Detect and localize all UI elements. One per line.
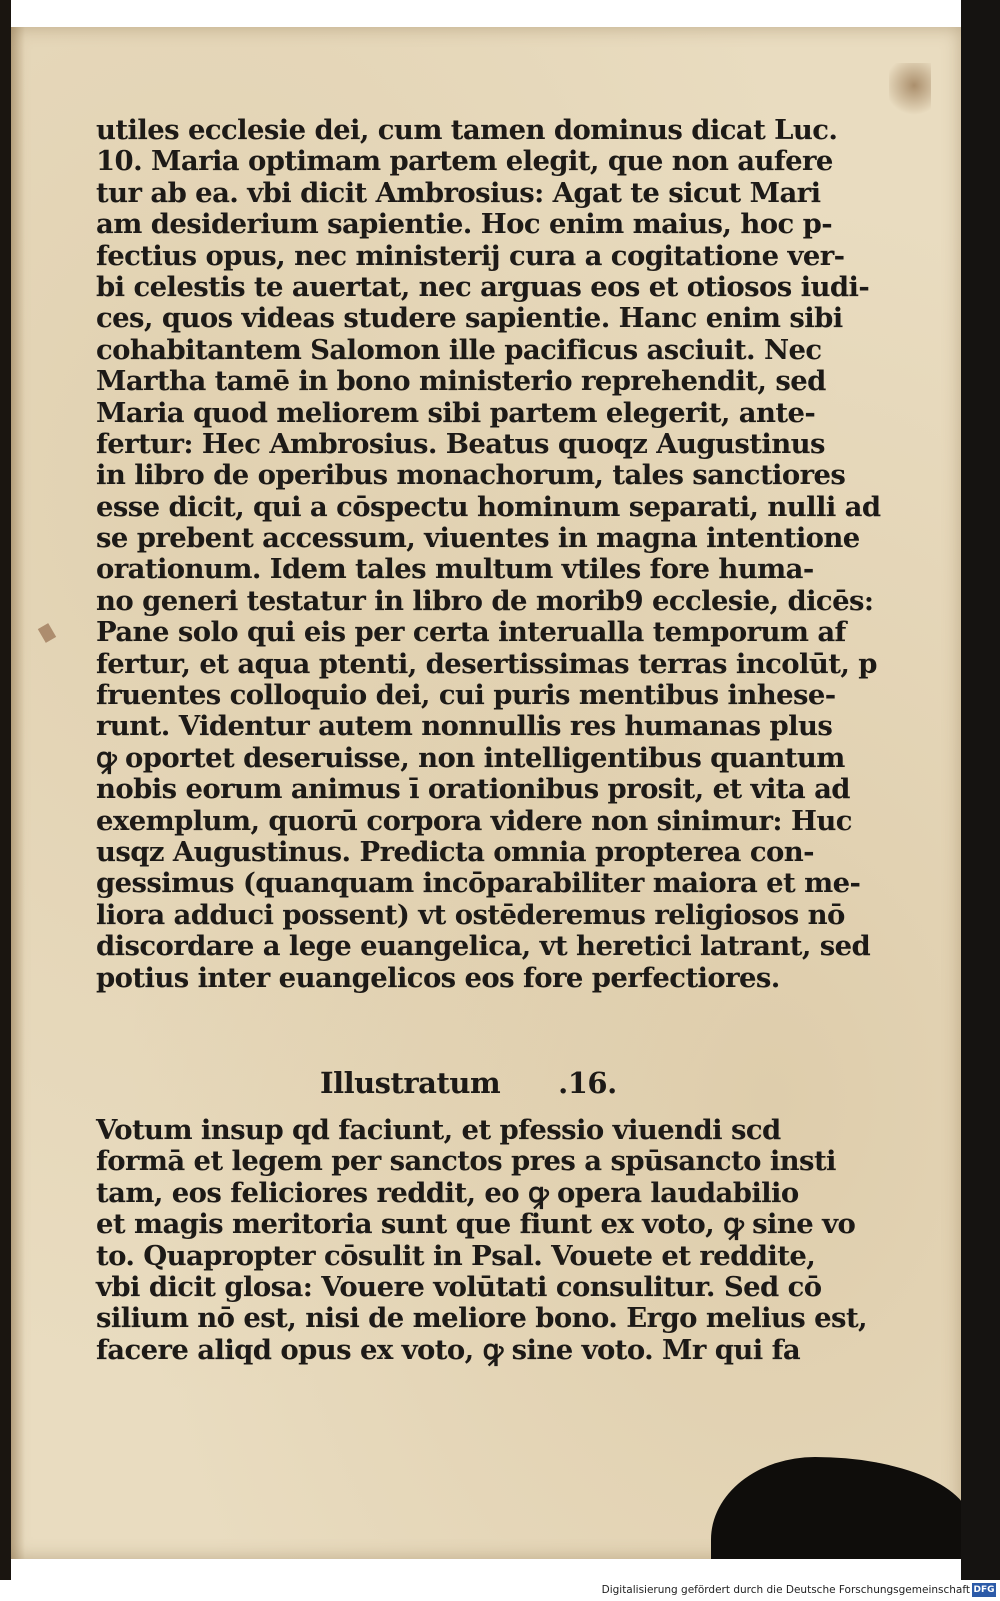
- text-line: fruentes colloquio dei, cui puris mentibus inhese-: [96, 679, 836, 712]
- text-line: discordare a lege euangelica, vt heretici latrant, sed: [96, 930, 871, 963]
- text-line: bi celestis te auertat, nec arguas eos et otiosos iudi-: [96, 270, 870, 303]
- text-line: facere aliqd opus ex voto, ꝙ sine voto. Mr qui fa: [96, 1333, 801, 1366]
- binding-edge: [0, 0, 11, 1580]
- scan-background: [961, 0, 1000, 1580]
- text-line: liora adduci possent) vt ostēderemus religiosos nō: [96, 898, 845, 931]
- text-line: cohabitantem Salomon ille pacificus asciuit. Nec: [96, 333, 822, 366]
- section-number: .16.: [558, 1066, 617, 1100]
- text-line: Pane solo qui eis per certa interualla temporum af: [96, 616, 846, 649]
- text-line: ces, quos videas studere sapientie. Hanc enim sibi: [96, 302, 843, 335]
- text-line: potius inter euangelicos eos fore perfectiores.: [96, 961, 780, 994]
- text-line: se prebent accessum, viuentes in magna intentione: [96, 522, 860, 555]
- page-damage: [711, 1457, 961, 1559]
- text-line: fertur: Hec Ambrosius. Beatus quoqz Augustinus: [96, 427, 825, 460]
- text-line: tur ab ea. vbi dicit Ambrosius: Agat te sicut Mari: [96, 176, 821, 209]
- text-line: Maria quod meliorem sibi partem elegerit, ante-: [96, 396, 816, 429]
- text-line: orationum. Idem tales multum vtiles fore huma-: [96, 553, 814, 586]
- text-line: esse dicit, qui a cōspectu hominum separati, nulli ad: [96, 490, 881, 523]
- body-text: [96, 114, 881, 994]
- text-line: 10. Maria optimam partem elegit, que non aufere: [96, 145, 833, 178]
- footer: [0, 1580, 1000, 1601]
- text-line: to. Quapropter cōsulit in Psal. Vouete et reddite,: [96, 1239, 816, 1272]
- funding-credit: Digitalisierung gefördert durch die Deutsche Forschungsgemeinschaft: [601, 1584, 970, 1596]
- text-line: runt. Videntur autem nonnullis res humanas plus: [96, 710, 833, 743]
- dfg-logo: DFG: [973, 1585, 995, 1595]
- text-line: utiles ecclesie dei, cum tamen dominus dicat Luc.: [96, 114, 838, 146]
- text-line: formā et legem per sanctos pres a spūsancto insti: [96, 1145, 836, 1178]
- section-text: [96, 1114, 868, 1366]
- text-line: nobis eorum animus ī orationibus prosit, et vita ad: [96, 773, 850, 806]
- section-heading-label: Illustratum: [320, 1066, 501, 1100]
- section-heading: [320, 1066, 617, 1100]
- text-line: in libro de operibus monachorum, tales sanctiores: [96, 459, 846, 492]
- text-line: am desiderium sapientie. Hoc enim maius, hoc p-: [96, 208, 833, 241]
- text-line: fectius opus, nec ministerij cura a cogitatione ver-: [96, 239, 845, 272]
- page-mark: [38, 623, 56, 643]
- text-line: Martha tamē in bono ministerio reprehendit, sed: [96, 365, 826, 398]
- page-stain: [889, 63, 931, 119]
- text-line: no generi testatur in libro de morib9 ecclesie, dicēs:: [96, 584, 874, 617]
- text-line: et magis meritoria sunt que fiunt ex voto, ꝙ sine vo: [96, 1208, 856, 1241]
- text-line: fertur, et aqua ptenti, desertissimas terras incolūt, p: [96, 647, 877, 680]
- text-line: exemplum, quorū corpora videre non sinimur: Huc: [96, 804, 852, 837]
- text-line: tam, eos feliciores reddit, eo ꝙ opera laudabilio: [96, 1176, 799, 1209]
- text-line: gessimus (quanquam incōparabiliter maiora et me-: [96, 867, 861, 900]
- text-line: vbi dicit glosa: Vouere volūtati consulitur. Sed cō: [96, 1270, 822, 1303]
- text-line: silium nō est, nisi de meliore bono. Ergo melius est,: [96, 1302, 868, 1335]
- text-line: ꝙ oportet deseruisse, non intelligentibus quantum: [96, 741, 845, 774]
- text-line: usqz Augustinus. Predicta omnia propterea con-: [96, 835, 814, 868]
- text-line: Votum insup qd faciunt, et pfessio viuendi scd: [96, 1114, 781, 1146]
